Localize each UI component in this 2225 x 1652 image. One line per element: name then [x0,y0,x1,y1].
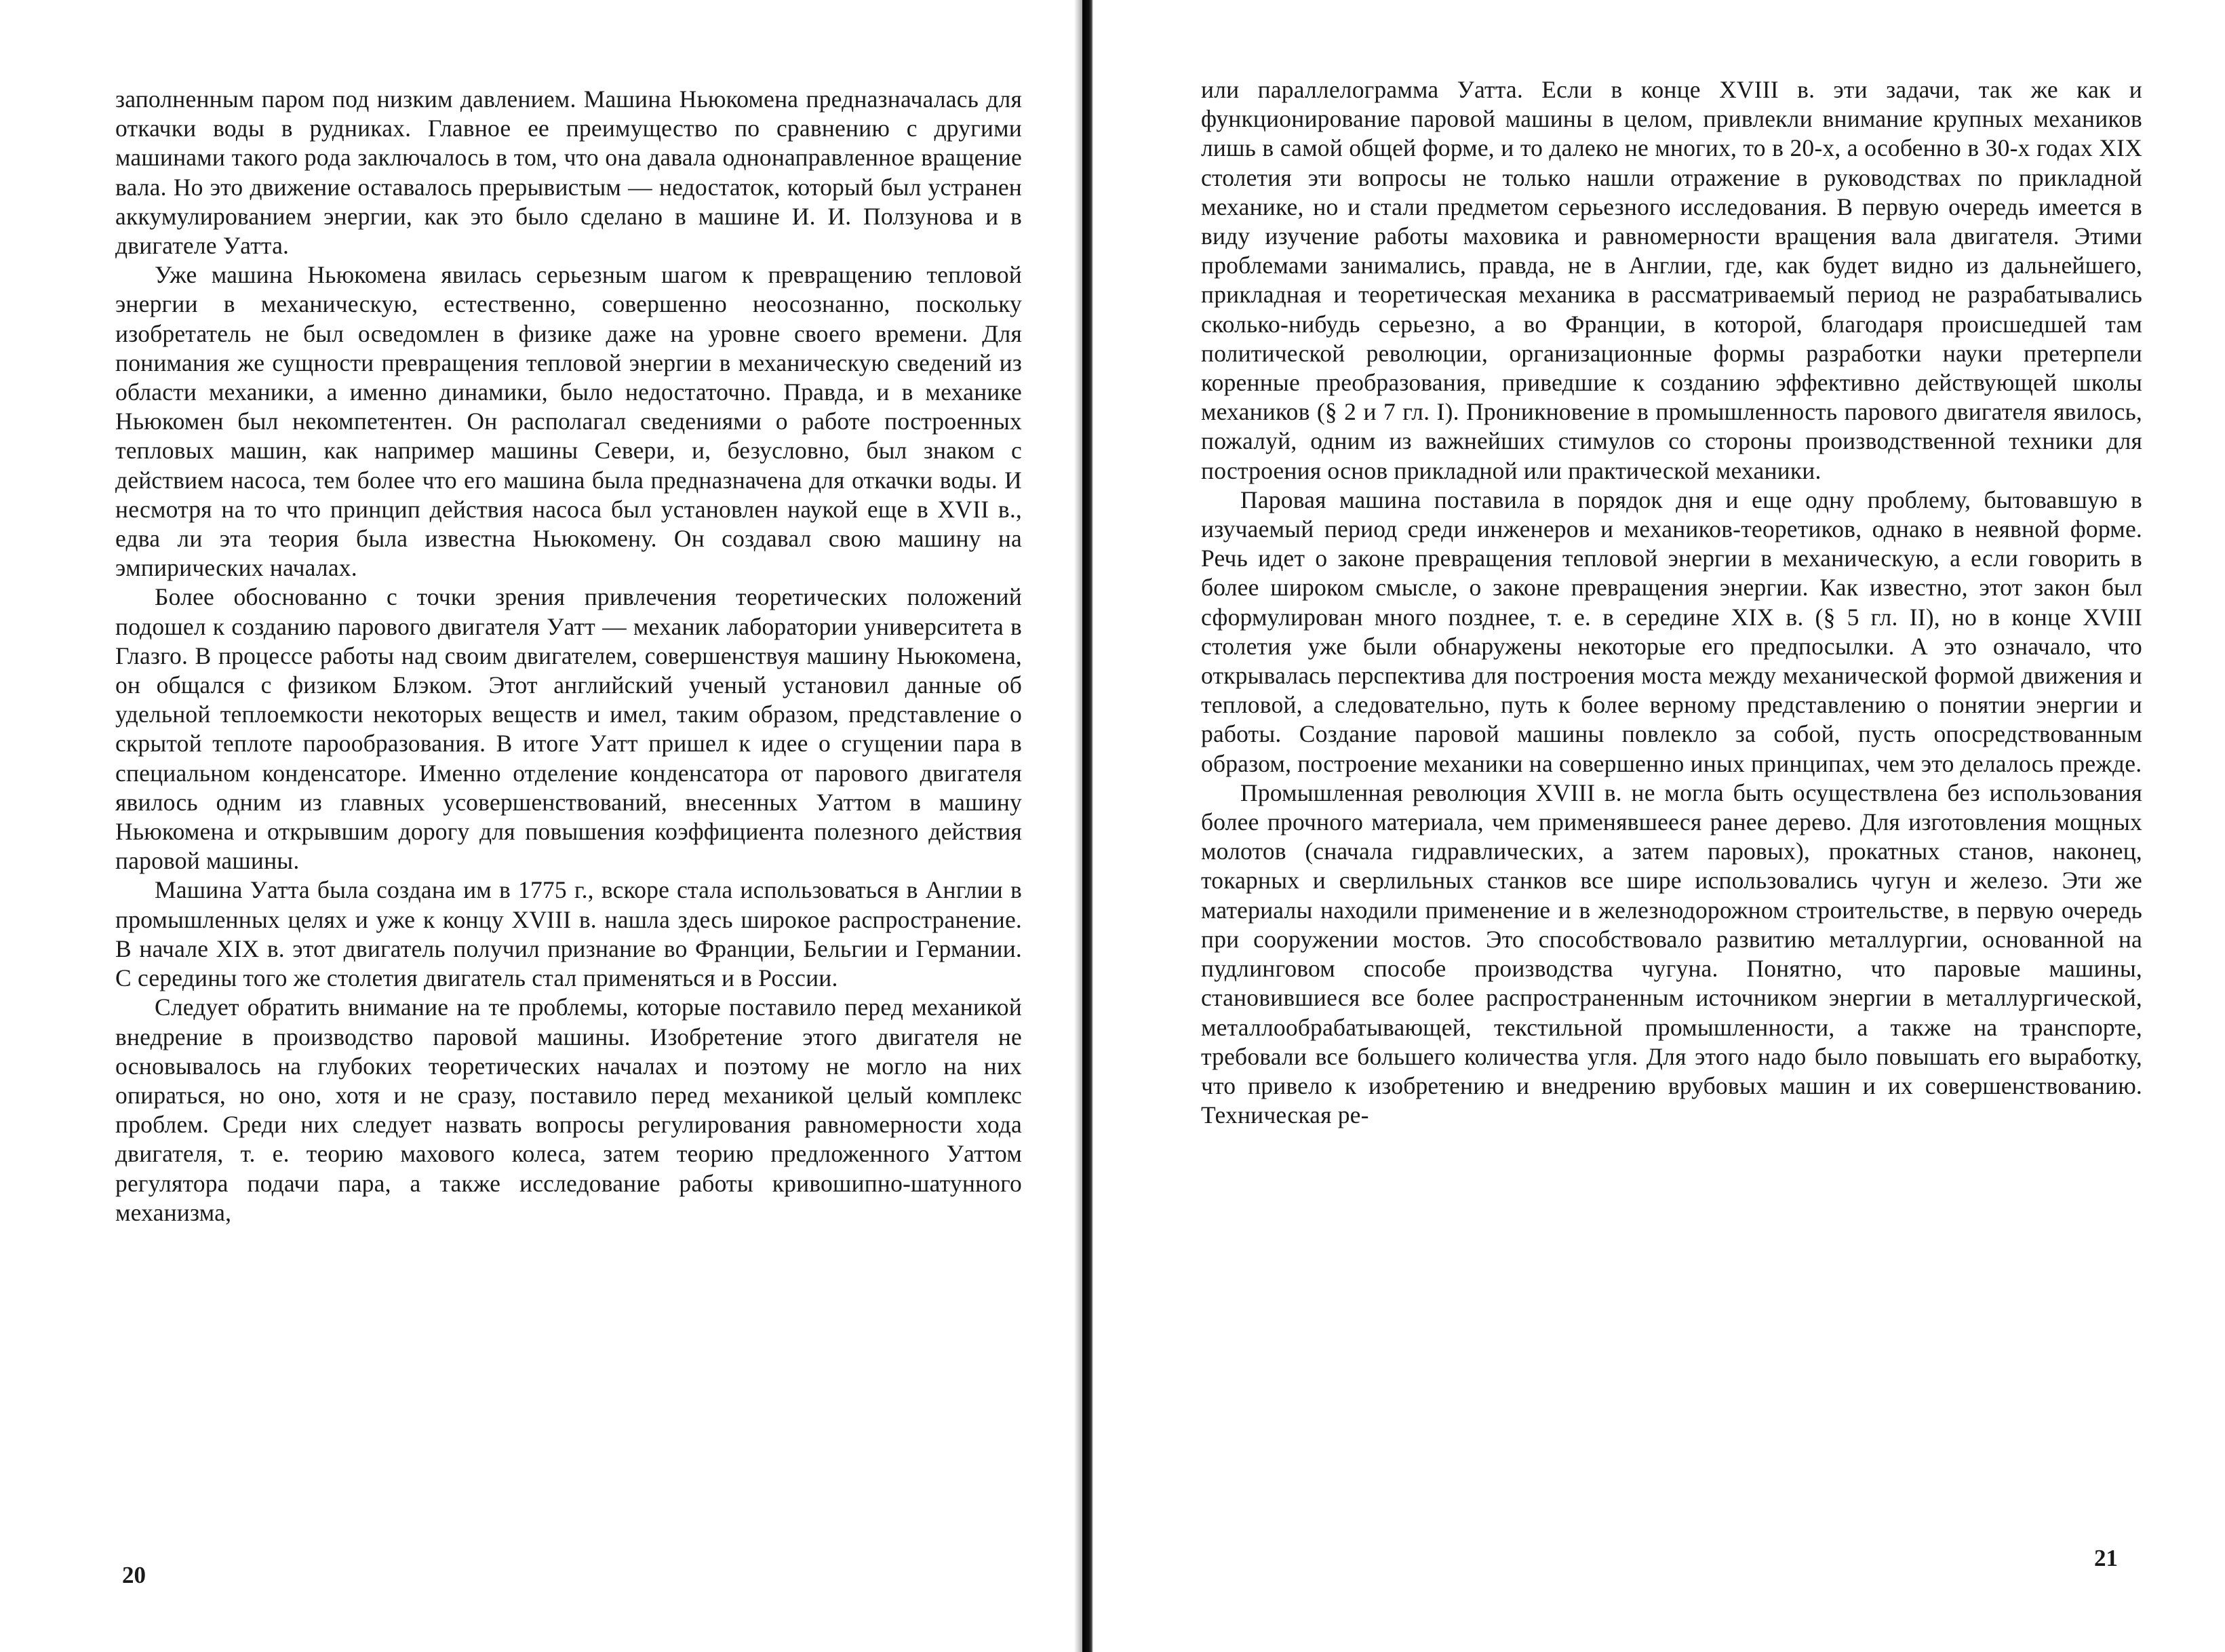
right-paragraph-2: Паровая машина поставила в порядок дня и еще одну проблему, бытовавшую в изучаемый период среди инженеров и механиков-теоретиков, однако в неявной форме. Речь идет о законе превращения тепловой энергии в механическую, а если говорить в более широком смысле, о законе превращения энергии. Как известно, этот закон был сформулирован много позднее, т. е. в середине XIX в. (§ 5 гл. II), но в конце XVIII столетия уже были обнаружены некоторые его предпосылки. А это означало, что открывалась перспектива для построения моста между механической формой движения и тепловой, а следовательно, путь к более верному представлению о понятии энергии и работы. Создание паровой машины повлекло за собой, пусть опосредствованным образом, построение механики на совершенно иных принципах, чем это делалось прежде. [1201,486,2142,777]
right-paragraph-1: или параллелограмма Уатта. Если в конце XVIII в. эти задачи, так же как и функционирование паровой машины в целом, привлекли внимание крупных механиков лишь в самой общей форме, и то далеко не многих, то в 20-х, а особенно в 30-х годах XIX столетия эти вопросы не только нашли отражение в руководствах по прикладной механике, но и стали предметом серьезного исследования. В первую очередь имеется в виду изучение работы маховика и равномерности вращения вала двигателя. Этими проблемами занимались, правда, не в Англии, где, как будет видно из дальнейшего, прикладная и теоретическая механика в рассматриваемый период не разрабатывались сколько-нибудь серьезно, а во Франции, в которой, благодаря происшедшей там политической революции, организационные формы разработки науки претерпели коренные преобразования, приведшие к созданию эффективно действующей школы механиков (§ 2 и 7 гл. I). Проникновение в промышленность парового двигателя явилось, пожалуй, одним из важнейших стимулов со стороны производственной техники для построения основ прикладной или практической механики. [1201,76,2142,484]
left-page [0,0,1085,1652]
right-paragraph-3: Промышленная революция XVIII в. не могла быть осуществлена без использования более прочного материала, чем применявшееся ранее дерево. Для изготовления мощных молотов (сначала гидравлических, а затем паровых), прокатных станов, наконец, токарных и сверлильных станков все шире использовались чугун и железо. Эти же материалы находили применение и в железнодорожном строительстве, в первую очередь при сооружении мостов. Это способствовало развитию металлургии, основанной на пудлинговом способе производства чугуна. Понятно, что паровые машины, становившиеся все более распространенным источником энергии в металлургической, металлообрабатывающей, текстильной промышленности, а также на транспорте, требовали все большего количества угля. Для этого надо было повышать его выработку, что привело к изобретению и внедрению врубовых машин и их совершенствованию. Техническая ре- [1201,779,2142,1129]
book-spine-shadow [1074,0,1082,1652]
left-paragraph-2: Уже машина Ньюкомена явилась серьезным шагом к превращению тепловой энергии в механическую, естественно, совершенно неосознанно, поскольку изобретатель не был осведомлен в физике даже на уровне своего времени. Для понимания же сущности превращения тепловой энергии в механическую сведений из области механики, а именно динамики, было недостаточно. Правда, и в механике Ньюкомен был некомпетентен. Он располагал сведениями о работе построенных тепловых машин, как например машины Севери, и, безусловно, был знаком с действием насоса, тем более что его машина была предназначена для откачки воды. И несмотря на то что принцип действия насоса был установлен наукой еще в XVII в., едва ли эта теория была известна Ньюкомену. Он создавал свою машину на эмпирических началах. [115,261,1022,582]
left-page-number: 20 [122,1562,146,1588]
book-spine [1082,0,1093,1652]
left-paragraph-5: Следует обратить внимание на те проблемы, которые поставило перед механикой внедрение в производство паровой машины. Изобретение этого двигателя не основывалось на глубоких теоретических началах и поэтому не могло на них опираться, но оно, хотя и не сразу, поставило перед механикой целый комплекс проблем. Среди них следует назвать вопросы регулирования равномерности хода двигателя, т. е. теорию махового колеса, затем теорию предложенного Уаттом регулятора подачи пара, а также исследование работы кривошипно-шатунного механизма, [115,994,1022,1226]
right-page [1112,0,2225,1652]
left-paragraph-3: Более обоснованно с точки зрения привлечения теоретических положений подошел к созданию парового двигателя Уатт — механик лаборатории университета в Глазго. В процессе работы над своим двигателем, совершенствуя машину Ньюкомена, он общался с физиком Блэком. Этот английский ученый установил данные об удельной теплоемкости некоторых веществ и имел, таким образом, представление о скрытой теплоте парообразования. В итоге Уатт пришел к идее о сгущении пара в специальном конденсаторе. Именно отделение конденсатора от парового двигателя явилось одним из главных усовершенствований, внесенных Уаттом в машину Ньюкомена и открывшим дорогу для повышения коэффициента полезного действия паровой машины. [115,583,1022,875]
right-page-text [1201,75,2142,1130]
left-paragraph-1: заполненным паром под низким давлением. Машина Ньюкомена предназначалась для откачки воды в рудниках. Главное ее преимущество по сравнению с другими машинами такого рода заключалось в том, что она давала однонаправленное вращение вала. Но это движение оставалось прерывистым — недостаток, который был устранен аккумулированием энергии, как это было сделано в машине И. И. Ползунова и в двигателе Уатта. [115,85,1022,260]
left-page-text [115,85,1022,1227]
left-paragraph-4: Машина Уатта была создана им в 1775 г., вскоре стала использоваться в Англии в промышленных целях и уже к концу XVIII в. нашла здесь широкое распространение. В начале XIX в. этот двигатель получил признание во Франции, Бельгии и Германии. С середины того же столетия двигатель стал применяться и в России. [115,876,1022,992]
right-page-number: 21 [2094,1545,2118,1571]
